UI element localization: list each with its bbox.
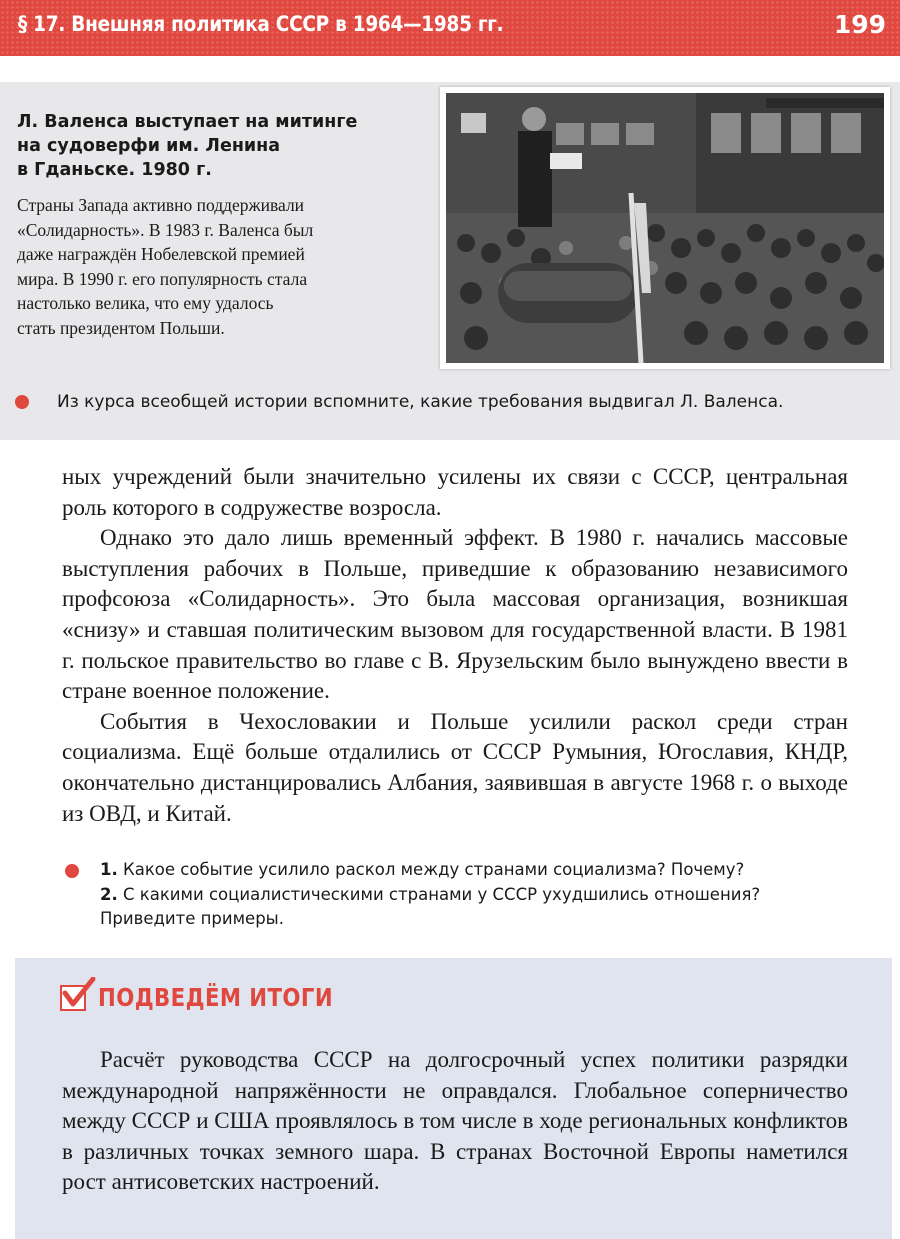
summary-title: ПОДВЕДЁМ ИТОГИ bbox=[98, 983, 334, 1012]
historical-photo-frame bbox=[440, 87, 890, 369]
questions-bullet-icon bbox=[65, 864, 79, 878]
page-number: 199 bbox=[833, 10, 886, 39]
paragraph: События в Чехословакии и Польше усилили раскол среди стран социализма. Ещё больше отдалились от СССР Румыния, Югославия, КНДР, окончательно дистанцировались Албания, заявившая в августе 1968 г. о выходе из ОВД, и Китай. bbox=[62, 708, 848, 826]
photo-caption-text: Страны Запада активно поддерживали «Солидарность». В 1983 г. Валенса был даже награждён Нобелевской премией мира. В 1990 г. его популярность стала настолько велика, что ему удалось стать президентом Польши. bbox=[17, 195, 314, 338]
photo-illustration bbox=[446, 93, 884, 363]
summary-text: Расчёт руководства СССР на долгосрочный успех политики разрядки международной напряжённости не оправдался. Глобальное соперничество между СССР и США проявлялось в том числе в ходе региональных конфликтов в различных точках земного шара. В странах Восточной Европы наметился рост антисоветских настроений. bbox=[62, 1047, 848, 1195]
recall-question: Из курса всеобщей истории вспомните, какие требования выдвигал Л. Валенса. bbox=[57, 392, 784, 412]
question-bullet-icon bbox=[15, 395, 29, 409]
checkbox-check-icon bbox=[60, 985, 86, 1011]
photo-caption-title: Л. Валенса выступает на митинге на судоверфи им. Ленина в Гданьске. 1980 г. bbox=[17, 112, 358, 180]
review-questions: 1. Какое событие усилило раскол между странами социализма? Почему? 2. С какими социалистическими странами у СССР ухудшились отношения? Приведите примеры. bbox=[100, 860, 761, 928]
page-header bbox=[0, 0, 900, 56]
section-title: § 17. Внешняя политика СССР в 1964—1985 гг. bbox=[18, 12, 504, 36]
paragraph: Однако это дало лишь временный эффект. В 1980 г. начались массовые выступления рабочих в Польше, приведшие к образованию независимого профсоюза «Солидарность». Это была массовая организация, возникшая «снизу» и ставшая политическим вызовом для государственной власти. В 1981 г. польское правительство во главе с В. Ярузельским было вынуждено ввести в стране военное положение. bbox=[62, 525, 848, 704]
paragraph: ных учреждений были значительно усилены их связи с СССР, центральная роль которого в содружестве возросла. bbox=[62, 464, 848, 520]
walesa-rally-photo bbox=[446, 93, 884, 363]
main-text bbox=[62, 462, 848, 829]
